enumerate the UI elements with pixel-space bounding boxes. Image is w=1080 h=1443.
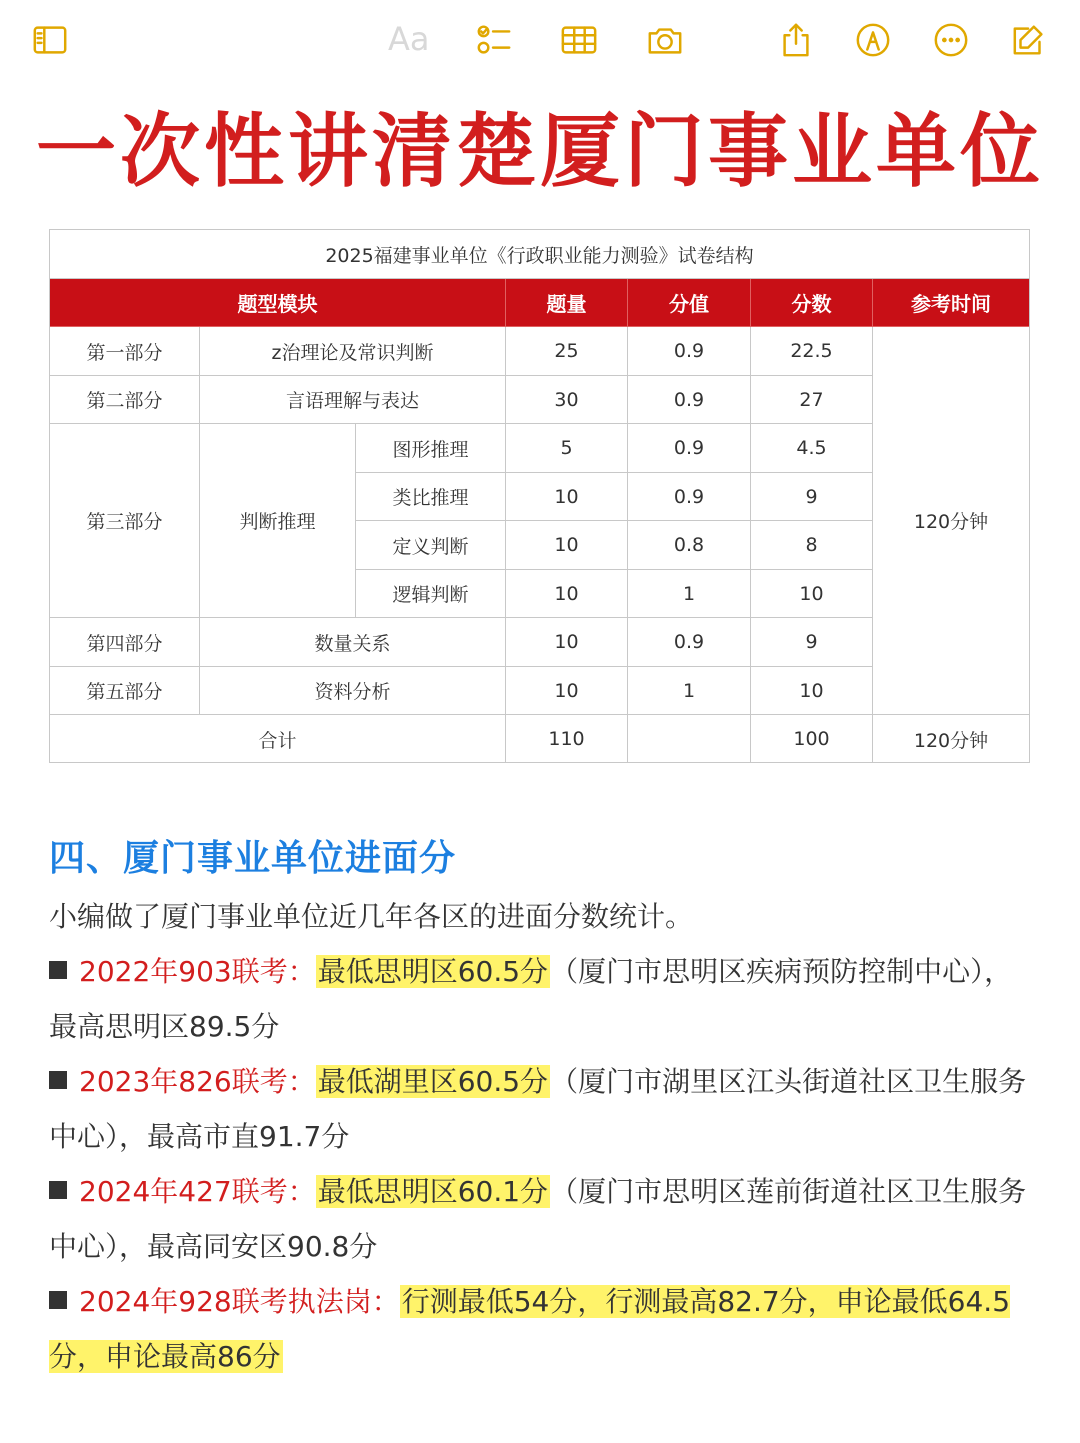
table-cell: 10 <box>506 473 628 521</box>
table-cell: 第四部分 <box>50 618 200 667</box>
checklist-icon[interactable] <box>472 18 516 62</box>
page-title: 一次性讲清楚厦门事业单位 <box>36 105 1044 198</box>
table-cell: 资料分析 <box>200 667 506 715</box>
header-unit-score: 分值 <box>628 279 751 327</box>
item-rest: （厦门市思明区疾病预防控制中心），最高思明区89.5分 <box>49 955 1013 1043</box>
item-highlight: 行测最低54分，行测最高82.7分，申论最低64.5分，申论最高86分 <box>49 1285 1011 1373</box>
table-cell: 9 <box>751 618 873 667</box>
list-item <box>49 1054 1039 1164</box>
sidebar-icon[interactable] <box>28 18 72 62</box>
table-cell: 逻辑判断 <box>356 570 506 618</box>
table-cell: 10 <box>506 521 628 570</box>
table-cell: 0.9 <box>628 618 751 667</box>
table-cell: z治理论及常识判断 <box>200 327 506 376</box>
table-cell: 25 <box>506 327 628 376</box>
table-cell: 10 <box>751 570 873 618</box>
table-cell: 10 <box>506 618 628 667</box>
share-icon[interactable] <box>774 18 818 62</box>
intro-text: 小编做了厦门事业单位近几年各区的进面分数统计。 <box>49 900 694 933</box>
toolbar <box>0 0 1080 80</box>
list-item <box>49 944 1039 1054</box>
table-icon[interactable] <box>557 18 601 62</box>
font-format-button[interactable]: Aa <box>388 20 430 58</box>
table-cell: 5 <box>506 424 628 473</box>
bullet-square-icon <box>49 1291 67 1309</box>
item-label: 2022年903联考： <box>79 955 316 988</box>
item-highlight: 最低思明区60.5分 <box>317 955 549 988</box>
total-label: 合计 <box>50 715 506 763</box>
markup-icon[interactable] <box>851 18 895 62</box>
header-count: 题量 <box>506 279 628 327</box>
table-cell: 判断推理 <box>200 424 356 618</box>
table-cell: 0.9 <box>628 424 751 473</box>
table-cell: 0.8 <box>628 521 751 570</box>
table-cell: 0.9 <box>628 473 751 521</box>
item-highlight: 最低思明区60.1分 <box>317 1175 549 1208</box>
table-cell: 10 <box>506 667 628 715</box>
section-title: 四、厦门事业单位进面分 <box>49 838 457 879</box>
bullet-square-icon <box>49 961 67 979</box>
total-score: 100 <box>751 715 873 763</box>
header-time: 参考时间 <box>873 279 1029 327</box>
camera-icon[interactable] <box>643 18 687 62</box>
header-module: 题型模块 <box>50 279 506 327</box>
table-cell: 0.9 <box>628 376 751 424</box>
table-cell: 1 <box>628 570 751 618</box>
bullet-square-icon <box>49 1181 67 1199</box>
table-cell: 30 <box>506 376 628 424</box>
item-highlight: 最低湖里区60.5分 <box>317 1065 549 1098</box>
table-cell: 27 <box>751 376 873 424</box>
more-icon[interactable] <box>929 18 973 62</box>
table-cell: 8 <box>751 521 873 570</box>
item-rest: （厦门市思明区莲前街道社区卫生服务中心），最高同安区90.8分 <box>49 1175 1027 1263</box>
list-item <box>49 1164 1039 1274</box>
exam-structure-table <box>49 229 1030 763</box>
table-cell: 第一部分 <box>50 327 200 376</box>
bullet-square-icon <box>49 1071 67 1089</box>
table-cell: 4.5 <box>751 424 873 473</box>
list-item <box>49 1274 1039 1384</box>
total-unit <box>628 715 751 763</box>
table-caption: 2025福建事业单位《行政职业能力测验》试卷结构 <box>50 230 1029 279</box>
table-cell: 类比推理 <box>356 473 506 521</box>
total-time: 120分钟 <box>913 729 989 752</box>
table-cell: 10 <box>506 570 628 618</box>
table-cell: 数量关系 <box>200 618 506 667</box>
table-cell: 0.9 <box>628 327 751 376</box>
total-count: 110 <box>506 715 628 763</box>
table-cell: 第五部分 <box>50 667 200 715</box>
table-cell: 1 <box>628 667 751 715</box>
table-cell: 定义判断 <box>356 521 506 570</box>
item-label: 2023年826联考： <box>79 1065 316 1098</box>
table-cell: 第二部分 <box>50 376 200 424</box>
table-cell: 图形推理 <box>356 424 506 473</box>
table-cell: 9 <box>751 473 873 521</box>
item-label: 2024年427联考： <box>79 1175 316 1208</box>
table-cell: 10 <box>751 667 873 715</box>
item-rest: （厦门市湖里区江头街道社区卫生服务中心），最高市直91.7分 <box>49 1065 1027 1153</box>
table-cell-time: 120分钟 <box>873 327 1029 715</box>
table-cell: 第三部分 <box>50 424 200 618</box>
table-cell: 22.5 <box>751 327 873 376</box>
table-cell: 言语理解与表达 <box>200 376 506 424</box>
compose-icon[interactable] <box>1008 18 1052 62</box>
header-score: 分数 <box>751 279 873 327</box>
item-label: 2024年928联考执法岗： <box>79 1285 400 1318</box>
